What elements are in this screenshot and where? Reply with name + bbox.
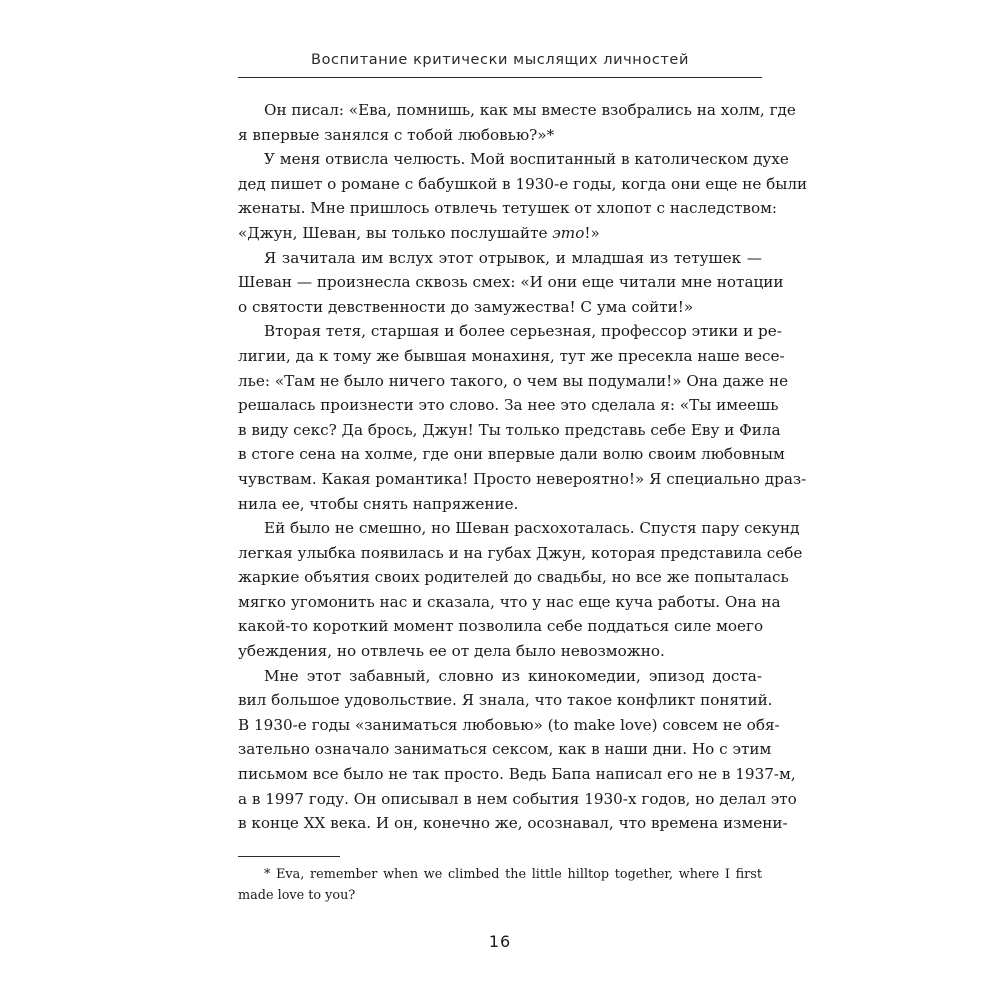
- header-rule: [238, 77, 762, 78]
- text-line: Я зачитала им вслух этот отрывок, и младшая из тетушек —: [264, 248, 762, 267]
- text-line: вил большое удовольствие. Я знала, что такое конфликт понятий.: [238, 691, 773, 710]
- footnote-rule: [238, 856, 340, 857]
- text-line: лье: «Там не было ничего такого, о чем вы подумали!» Она даже не: [238, 371, 789, 390]
- text-line: жаркие объятия своих родителей до свадьбы, но все же попыталась: [238, 568, 789, 587]
- text-line: в конце XX века. И он, конечно же, осознавал, что времена измени-: [238, 814, 788, 833]
- text-line: какой-то короткий момент позволила себе поддаться силе моего: [238, 617, 764, 636]
- text-line: нила ее, чтобы снять напряжение.: [238, 494, 519, 513]
- text-fragment: «Джун, Шеван, вы только послушайте: [238, 223, 553, 242]
- text-fragment: !»: [584, 223, 600, 242]
- page-number: 16: [488, 932, 512, 951]
- body-text: [238, 98, 808, 836]
- text-line: Ей было не смешно, но Шеван расхохоталась. Спустя пару секунд: [264, 519, 800, 538]
- footnote: [238, 864, 762, 906]
- text-line: чувствам. Какая романтика! Просто невероятно!» Я специально драз-: [238, 469, 807, 488]
- text-line: я впервые занялся с тобой любовью?»*: [238, 125, 555, 144]
- text-line: В 1930-е годы «заниматься любовью» (to make love) совсем не обя-: [238, 715, 780, 734]
- text-line: письмом все было не так просто. Ведь Бапа написал его не в 1937-м,: [238, 765, 796, 784]
- footnote-line: * Eva, remember when we climbed the little hilltop together, where I first: [264, 867, 762, 882]
- text-line: убеждения, но отвлечь ее от дела было невозможно.: [238, 642, 665, 661]
- text-line: в виду секс? Да брось, Джун! Ты только представь себе Еву и Фила: [238, 420, 781, 439]
- text-line: лигии, да к тому же бывшая монахиня, тут же пресекла наше весе-: [238, 346, 785, 365]
- text-line: Он писал: «Ева, помнишь, как мы вместе взобрались на холм, где: [264, 101, 796, 119]
- text-line: Вторая тетя, старшая и более серьезная, профессор этики и ре-: [264, 322, 782, 341]
- text-line: Мне этот забавный, словно из кинокомедии, эпизод доста-: [264, 666, 762, 685]
- text-line: о святости девственности до замужества! С ума сойти!»: [238, 297, 694, 316]
- running-head: Воспитание критически мыслящих личностей: [311, 52, 689, 68]
- text-line: [238, 221, 762, 246]
- emphasized-word: это: [552, 223, 585, 242]
- text-line: мягко угомонить нас и сказала, что у нас еще куча работы. Она на: [238, 592, 781, 611]
- text-line: в стоге сена на холме, где они впервые дали волю своим любовным: [238, 445, 785, 464]
- text-line: решалась произнести это слово. За нее это сделала я: «Ты имеешь: [238, 396, 779, 415]
- text-line: У меня отвисла челюсть. Мой воспитанный в католическом духе: [264, 150, 789, 169]
- footnote-line: made love to you?: [238, 888, 356, 903]
- text-line: зательно означало заниматься сексом, как в наши дни. Но с этим: [238, 740, 772, 759]
- text-line: а в 1997 году. Он описывал в нем события 1930-х годов, но делал это: [238, 789, 797, 808]
- text-line: дед пишет о романе с бабушкой в 1930-е годы, когда они еще не были: [238, 174, 808, 193]
- text-line: легкая улыбка появилась и на губах Джун, которая представила себе: [238, 543, 803, 562]
- text-line: женаты. Мне пришлось отвлечь тетушек от хлопот с наследством:: [238, 199, 778, 218]
- text-line: Шеван — произнесла сквозь смех: «И они еще читали мне нотации: [238, 273, 784, 292]
